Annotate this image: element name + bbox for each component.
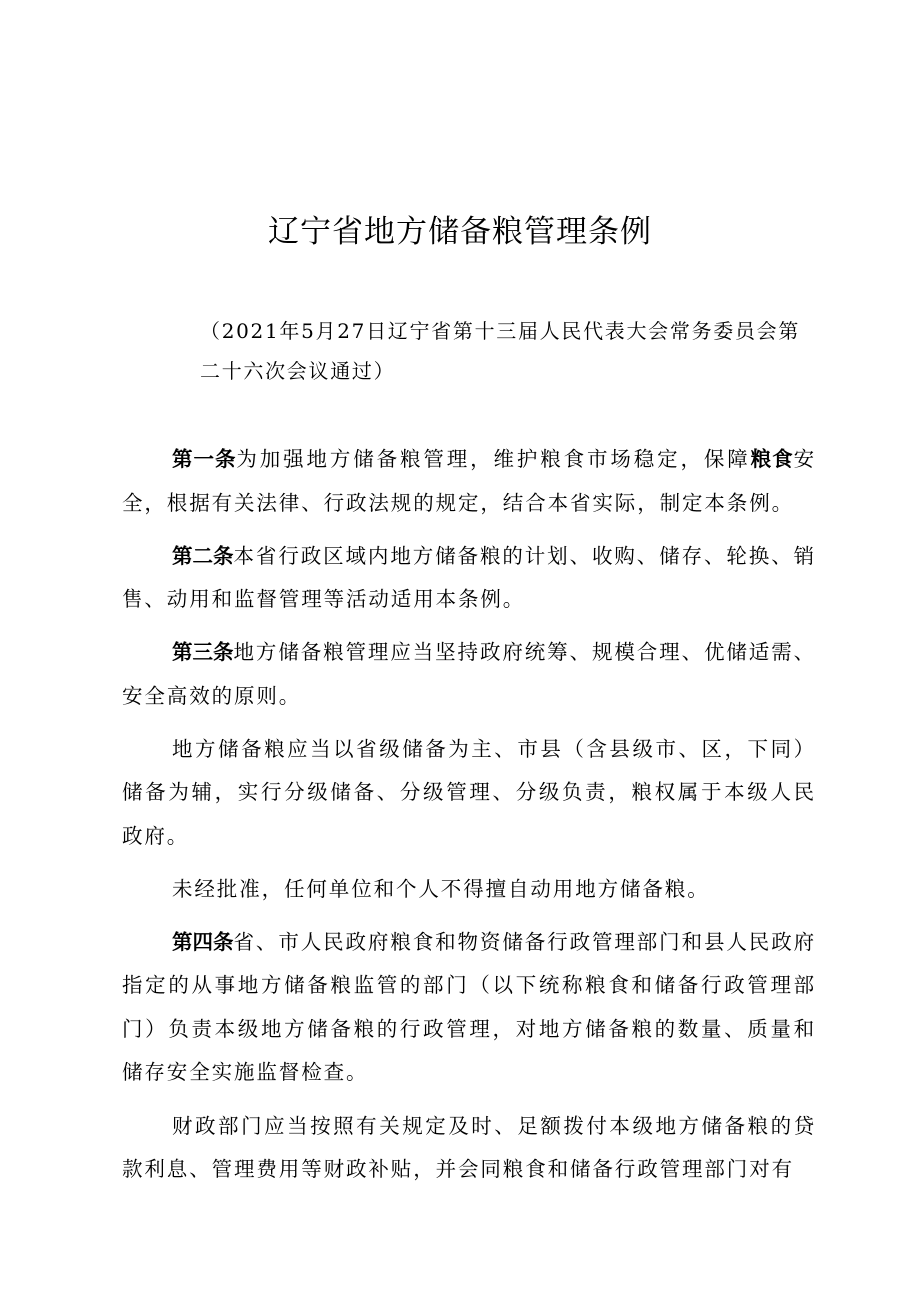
article-1-label: 第一条 xyxy=(172,447,237,471)
article-2-label: 第二条 xyxy=(172,543,234,568)
article-4-label: 第四条 xyxy=(172,929,234,954)
article-3-paragraph-2 xyxy=(122,728,816,859)
document-body xyxy=(122,438,816,1201)
document-title: 辽宁省地方储备粮管理条例 xyxy=(268,214,652,250)
article-4-text-2: 财政部门应当按照有关规定及时、足额拨付本级地方储备粮的贷款利息、管理费用等财政补贴，并会同粮食和储备行政管理部门对有 xyxy=(122,1113,816,1182)
article-3-paragraph xyxy=(122,631,816,718)
article-3-paragraph-3 xyxy=(122,868,816,912)
article-3-label: 第三条 xyxy=(172,640,234,665)
article-1-text-b: 安全，根据有关法律、行政法规的规定，结合本省实际，制定本条例。 xyxy=(122,447,816,515)
article-1-paragraph xyxy=(122,438,816,525)
article-2-text: 本省行政区域内地方储备粮的计划、收购、储存、轮换、销售、动用和监督管理等活动适用本条例。 xyxy=(122,543,816,612)
article-4-paragraph xyxy=(122,921,816,1095)
article-4-text: 省、市人民政府粮食和物资储备行政管理部门和县人民政府指定的从事地方储备粮监管的部门（以下统称粮食和储备行政管理部门）负责本级地方储备粮的行政管理，对地方储备粮的数量、质量和储存安全实施监督检查。 xyxy=(122,929,816,1085)
article-4-paragraph-2 xyxy=(122,1105,816,1192)
article-1-emphasis: 粮食 xyxy=(750,447,794,471)
adoption-note: （2021年5月27日辽宁省第十三届人民代表大会常务委员会第二十六次会议通过） xyxy=(200,319,801,383)
article-3-text: 地方储备粮管理应当坚持政府统筹、规模合理、优储适需、安全高效的原则。 xyxy=(122,640,816,708)
article-3-text-3: 未经批准，任何单位和个人不得擅自动用地方储备粮。 xyxy=(172,876,710,901)
article-3-text-2: 地方储备粮应当以省级储备为主、市县（含县级市、区，下同）储备为辅，实行分级储备、分级管理、分级负责，粮权属于本级人民政府。 xyxy=(122,736,816,848)
article-2-paragraph xyxy=(122,535,816,622)
article-1-text-a: 为加强地方储备粮管理，维护粮食市场稳定，保障 xyxy=(236,447,751,471)
